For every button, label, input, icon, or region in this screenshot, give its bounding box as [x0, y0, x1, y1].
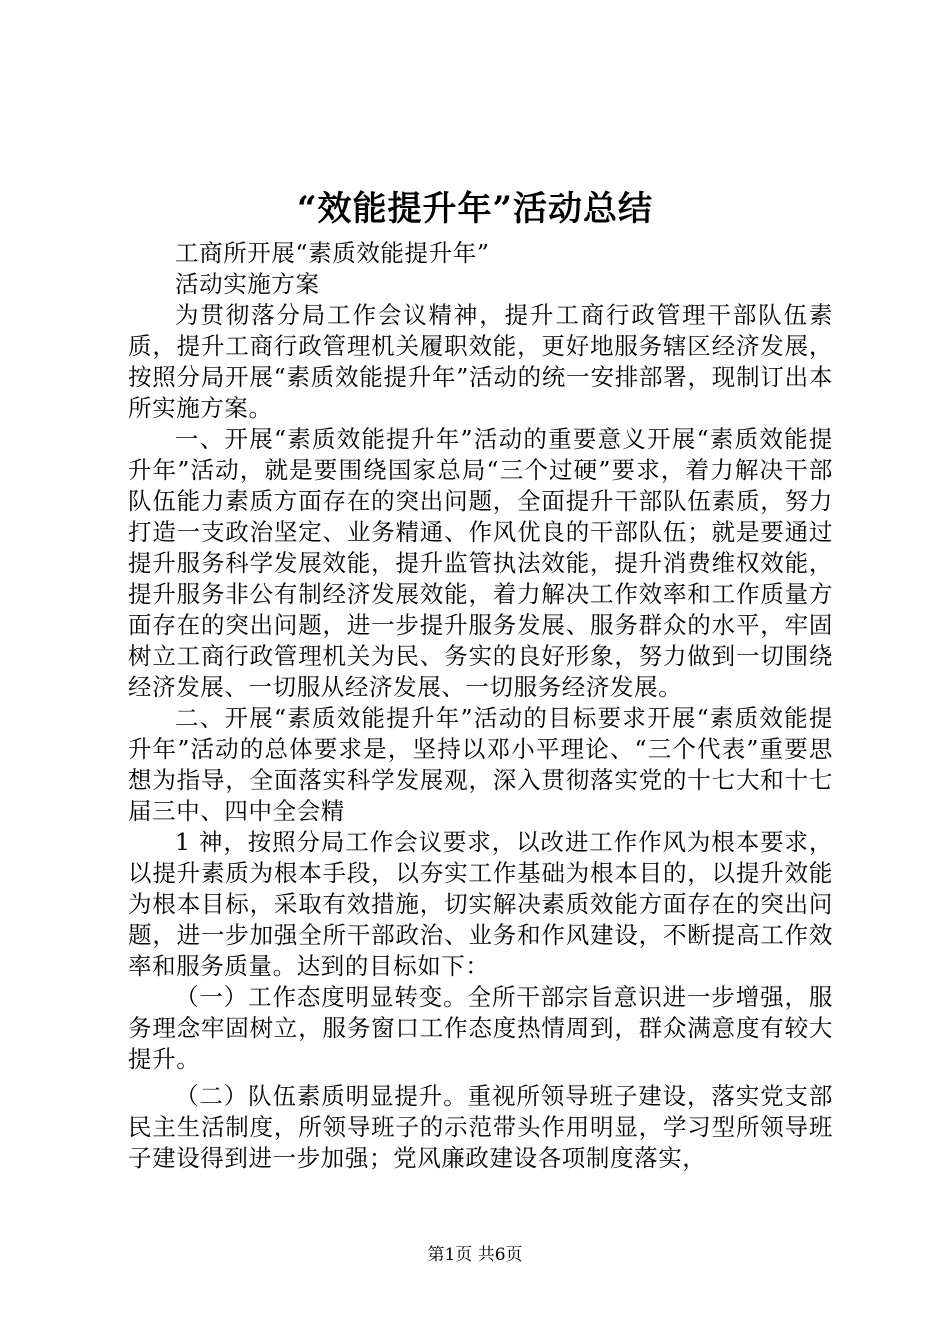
paragraph-goal-2: （二）队伍素质明显提升。重视所领导班子建设，落实党支部民主生活制度，所领导班子的示范带头作用明显，学习型所领导班子建设得到进一步加强；党风廉政建设各项制度落实，	[128, 1082, 833, 1172]
paragraph-intro: 为贯彻落分局工作会议精神，提升工商行政管理干部队伍素质，提升工商行政管理机关履职效能，更好地服务辖区经济发展，按照分局开展“素质效能提升年”活动的统一安排部署，现制订出本所实施方案。	[128, 301, 833, 422]
document-title: “效能提升年”活动总结	[296, 189, 654, 229]
paragraph-subtitle-line1: 工商所开展“素质效能提升年”	[175, 239, 490, 267]
document-body	[128, 238, 833, 1174]
paragraph-subtitle-line2: 活动实施方案	[175, 270, 320, 298]
paragraph-goal-1: （一）工作态度明显转变。全所干部宗旨意识进一步增强，服务理念牢固树立，服务窗口工作态度热情周到，群众满意度有较大提升。	[128, 983, 833, 1073]
paragraph-section-2: 二、开展“素质效能提升年”活动的目标要求开展“素质效能提升年”活动的总体要求是，坚持以邓小平理论、“三个代表”重要思想为指导，全面落实科学发展观，深入贯彻落实党的十七大和十七届三中、四中全会精	[128, 704, 833, 825]
page-number-footer: 第1页 共6页	[427, 1245, 523, 1265]
paragraph-section-1: 一、开展“素质效能提升年”活动的重要意义开展“素质效能提升年”活动，就是要围绕国家总局“三个过硬”要求，着力解决干部队伍能力素质方面存在的突出问题，全面提升干部队伍素质，努力打造一支政治坚定、业务精通、作风优良的干部队伍；就是要通过提升服务科学发展效能，提升监管执法效能，提升消费维权效能，提升服务非公有制经济发展效能，着力解决工作效率和工作质量方面存在的突出问题，进一步提升服务发展、服务群众的水平，牢固树立工商行政管理机关为民、务实的良好形象，努力做到一切围绕经济发展、一切服从经济发展、一切服务经济发展。	[128, 425, 833, 701]
paragraph-section-2-continued: 1 神，按照分局工作会议要求，以改进工作作风为根本要求，以提升素质为根本手段，以夯实工作基础为根本目的，以提升效能为根本目标，采取有效措施，切实解决素质效能方面存在的突出问题，进一步加强全所干部政治、业务和作风建设，不断提高工作效率和服务质量。达到的目标如下：	[128, 828, 833, 980]
